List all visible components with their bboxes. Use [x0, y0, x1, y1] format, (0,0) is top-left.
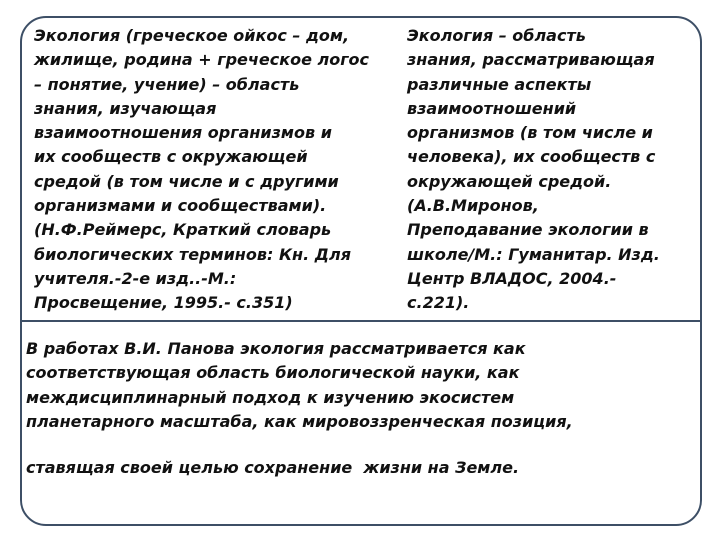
definition-reimers: Экология (греческое ойкос – дом, жилище, родина + греческое логос – понятие, учение) – область знания, изучающая взаимоотношения организмов и их сообществ с окружающей средой (в том числе и с другими организмами и сообществами). (Н.Ф.Реймерс, Краткий словарь биологических терминов: Кн. Для учителя.-2-е изд..-М.: Просвещение, 1995.- с.351) — [34, 26, 370, 313]
definition-mironov: Экология – область знания, рассматривающая различные аспекты взаимоотношений организмов (в том числе и человека), их сообществ с окружающей средой. (А.В.Миронов, Преподавание экологии в школе/М.: Гуманитар. Изд. Центр ВЛАДОС, 2004.- с.221). — [407, 26, 660, 313]
panov-paragraph-last-line: ставящая своей целью сохранение жизни на Земле. — [26, 458, 520, 477]
panov-paragraph: В работах В.И. Панова экология рассматривается как соответствующая область биологической науки, как междисциплинарный подход к изучению экосистем планетарного масштаба, как мировоззренческая позиция, — [26, 339, 573, 431]
section-divider — [20, 320, 702, 322]
